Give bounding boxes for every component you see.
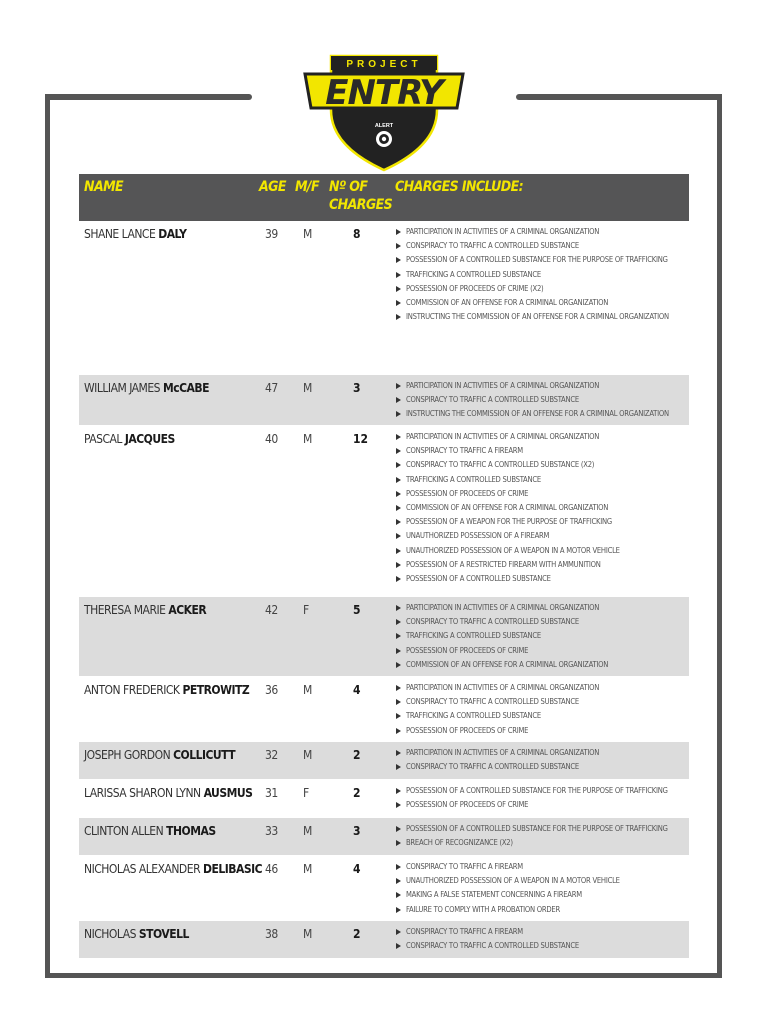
charge-count-cell: 3 [353,824,361,838]
charge-item: UNAUTHORIZED POSSESSION OF A FIREARM [395,529,620,543]
charge-item: POSSESSION OF PROCEEDS OF CRIME [395,487,620,501]
charge-item: CONSPIRACY TO TRAFFIC A CONTROLLED SUBSTANCE [395,760,599,774]
charge-item: UNAUTHORIZED POSSESSION OF A WEAPON IN A MOTOR VEHICLE [395,544,620,558]
first-names: ANTON FREDERICK [84,683,180,697]
charge-item: POSSESSION OF PROCEEDS OF CRIME [395,724,599,738]
first-names: LARISSA SHARON LYNN [84,786,201,800]
charge-item: PARTICIPATION IN ACTIVITIES OF A CRIMINAL ORGANIZATION [395,681,599,695]
charge-item: FAILURE TO COMPLY WITH A PROBATION ORDER [395,903,620,917]
last-name: DALY [158,227,187,241]
charge-item: TRAFFICKING A CONTROLLED SUBSTANCE [395,629,608,643]
charge-item: UNAUTHORIZED POSSESSION OF A WEAPON IN A MOTOR VEHICLE [395,874,620,888]
age-cell: 42 [265,603,278,617]
sex-cell: M [303,927,313,941]
header-mf: M/F [295,179,319,195]
table-row [79,221,689,375]
frame-left [45,94,50,978]
first-names: JOSEPH GORDON [84,748,171,762]
age-cell: 38 [265,927,278,941]
charge-count-cell: 2 [353,927,361,941]
charges-list [395,379,669,422]
accused-name [84,824,216,838]
first-names: CLINTON ALLEN [84,824,164,838]
frame-right [717,94,722,978]
header-count-line2: CHARGES [329,197,393,213]
project-entry-logo [301,44,467,174]
charge-item: COMMISSION OF AN OFFENSE FOR A CRIMINAL ORGANIZATION [395,658,608,672]
last-name: STOVELL [138,927,189,941]
table-row [79,818,689,856]
frame-bottom [45,973,722,978]
age-cell: 33 [265,824,278,838]
first-names: SHANE LANCE [84,227,156,241]
header-charges: CHARGES INCLUDE: [395,179,524,195]
charge-count-cell: 4 [353,862,361,876]
charge-item: POSSESSION OF A WEAPON FOR THE PURPOSE OF TRAFFICKING [395,515,620,529]
charge-item: INSTRUCTING THE COMMISSION OF AN OFFENSE FOR A CRIMINAL ORGANIZATION [395,407,669,421]
charge-item: POSSESSION OF PROCEEDS OF CRIME (X2) [395,282,669,296]
table-row [79,426,689,597]
first-names: NICHOLAS ALEXANDER [84,862,201,876]
table-body [79,221,689,959]
charge-item: PARTICIPATION IN ACTIVITIES OF A CRIMINAL ORGANIZATION [395,746,599,760]
charge-item: CONSPIRACY TO TRAFFIC A CONTROLLED SUBSTANCE [395,239,669,253]
last-name: PETROWITZ [182,683,250,697]
first-names: PASCAL [84,432,122,446]
age-cell: 31 [265,786,278,800]
first-names: THERESA MARIE [84,603,166,617]
charges-list [395,746,599,774]
badge-icon [376,131,392,147]
frame-top-left [45,94,252,100]
charge-item: POSSESSION OF A CONTROLLED SUBSTANCE FOR THE PURPOSE OF TRAFFICKING [395,253,669,267]
first-names: WILLIAM JAMES [84,381,161,395]
charge-item: CONSPIRACY TO TRAFFIC A FIREARM [395,860,620,874]
charge-item: CONSPIRACY TO TRAFFIC A CONTROLLED SUBSTANCE (X2) [395,458,620,472]
charge-item: POSSESSION OF A RESTRICTED FIREARM WITH AMMUNITION [395,558,620,572]
accused-name [84,432,175,446]
table-row [79,856,689,921]
charge-item: POSSESSION OF A CONTROLLED SUBSTANCE FOR THE PURPOSE OF TRAFFICKING [395,822,668,836]
last-name: AUSMUS [203,786,253,800]
sex-cell: M [303,432,313,446]
charge-item: COMMISSION OF AN OFFENSE FOR A CRIMINAL ORGANIZATION [395,501,620,515]
table-row [79,677,689,742]
table-row [79,780,689,818]
sex-cell: M [303,683,313,697]
accused-table [79,174,689,959]
sex-cell: F [303,786,310,800]
accused-name [84,603,206,617]
charge-count-cell: 4 [353,683,361,697]
table-row [79,375,689,426]
last-name: JACQUES [124,432,175,446]
table-row [79,742,689,780]
charge-item: POSSESSION OF PROCEEDS OF CRIME [395,644,608,658]
accused-name [84,748,235,762]
table-row [79,597,689,677]
header-count-line1: Nº OF [329,179,368,195]
logo-main-text: ENTRY [325,73,443,113]
logo-top-text: PROJECT [346,59,422,70]
charge-item: TRAFFICKING A CONTROLLED SUBSTANCE [395,268,669,282]
age-cell: 39 [265,227,278,241]
first-names: NICHOLAS [84,927,136,941]
last-name: ACKER [168,603,207,617]
charges-list [395,601,608,672]
charges-list [395,822,668,850]
charge-item: INSTRUCTING THE COMMISSION OF AN OFFENSE FOR A CRIMINAL ORGANIZATION [395,310,669,324]
charge-count-cell: 3 [353,381,361,395]
logo-badge-text: ALERT [374,123,394,129]
sex-cell: M [303,824,313,838]
charges-list [395,430,620,586]
sex-cell: F [303,603,310,617]
charge-count-cell: 2 [353,748,361,762]
frame-top-right [516,94,722,100]
charge-count-cell: 12 [353,432,369,446]
header-age: AGE [259,179,286,195]
charge-item: PARTICIPATION IN ACTIVITIES OF A CRIMINAL ORGANIZATION [395,379,669,393]
accused-name [84,786,252,800]
accused-name [84,927,189,941]
last-name: McCABE [162,381,210,395]
charges-list [395,860,620,917]
charge-item: POSSESSION OF A CONTROLLED SUBSTANCE FOR THE PURPOSE OF TRAFFICKING [395,784,668,798]
last-name: COLLICUTT [173,748,236,762]
accused-name [84,862,262,876]
age-cell: 46 [265,862,278,876]
table-header [79,174,689,221]
charge-count-cell: 5 [353,603,361,617]
charge-item: BREACH OF RECOGNIZANCE (X2) [395,836,668,850]
sex-cell: M [303,381,313,395]
charge-item: CONSPIRACY TO TRAFFIC A CONTROLLED SUBSTANCE [395,939,579,953]
charge-count-cell: 2 [353,786,361,800]
header-name: NAME [84,179,124,195]
charge-item: POSSESSION OF A CONTROLLED SUBSTANCE [395,572,620,586]
charge-item: CONSPIRACY TO TRAFFIC A CONTROLLED SUBSTANCE [395,393,669,407]
charge-item: PARTICIPATION IN ACTIVITIES OF A CRIMINAL ORGANIZATION [395,601,608,615]
age-cell: 47 [265,381,278,395]
accused-name [84,227,186,241]
charge-item: PARTICIPATION IN ACTIVITIES OF A CRIMINAL ORGANIZATION [395,430,620,444]
age-cell: 32 [265,748,278,762]
charge-item: CONSPIRACY TO TRAFFIC A FIREARM [395,925,579,939]
charges-list [395,925,579,953]
table-row [79,921,689,959]
last-name: DELIBASIC [203,862,263,876]
sex-cell: M [303,748,313,762]
charge-item: MAKING A FALSE STATEMENT CONCERNING A FIREARM [395,888,620,902]
charge-item: CONSPIRACY TO TRAFFIC A FIREARM [395,444,620,458]
charges-list [395,681,599,738]
accused-name [84,683,249,697]
age-cell: 40 [265,432,278,446]
charge-item: TRAFFICKING A CONTROLLED SUBSTANCE [395,709,599,723]
last-name: THOMAS [166,824,216,838]
accused-name [84,381,209,395]
charge-count-cell: 8 [353,227,361,241]
charge-item: POSSESSION OF PROCEEDS OF CRIME [395,798,668,812]
charge-item: PARTICIPATION IN ACTIVITIES OF A CRIMINAL ORGANIZATION [395,225,669,239]
charge-item: TRAFFICKING A CONTROLLED SUBSTANCE [395,473,620,487]
charge-item: CONSPIRACY TO TRAFFIC A CONTROLLED SUBSTANCE [395,695,599,709]
charge-item: CONSPIRACY TO TRAFFIC A CONTROLLED SUBSTANCE [395,615,608,629]
age-cell: 36 [265,683,278,697]
charges-list [395,784,668,812]
sex-cell: M [303,227,313,241]
header-count [329,178,392,214]
sex-cell: M [303,862,313,876]
charge-item: COMMISSION OF AN OFFENSE FOR A CRIMINAL ORGANIZATION [395,296,669,310]
charges-list [395,225,669,324]
